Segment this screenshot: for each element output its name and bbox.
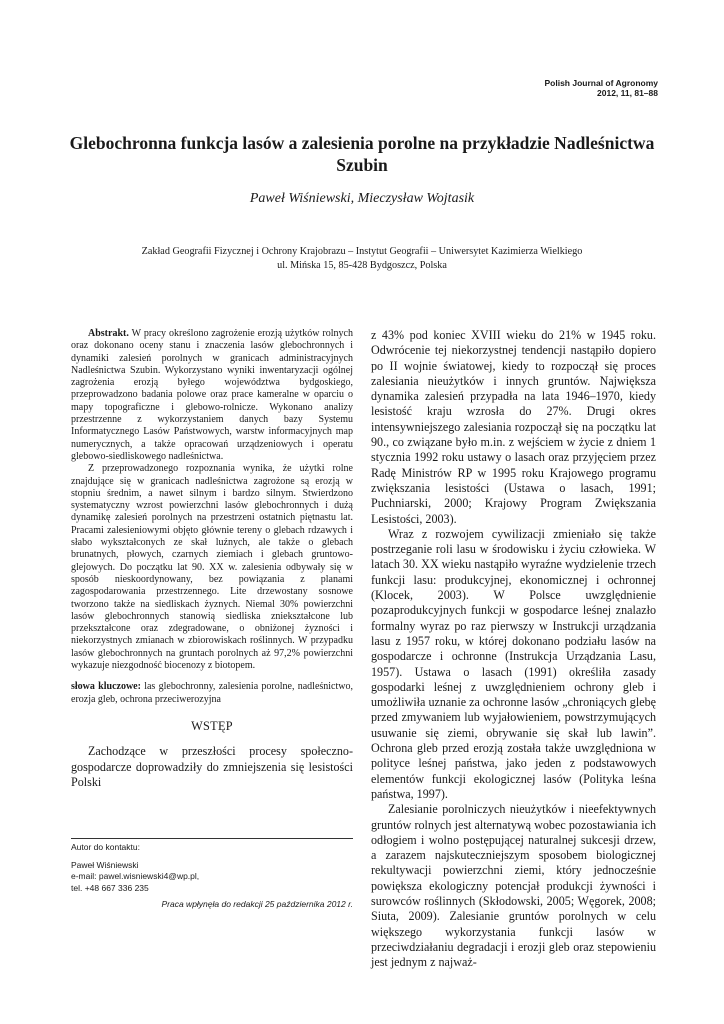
received-date: Praca wpłynęła do redakcji 25 października 2012 r. [161, 899, 353, 909]
affiliation-line-2: ul. Mińska 15, 85-428 Bydgoszcz, Polska [277, 259, 447, 271]
intro-paragraph-2: z 43% pod koniec XVIII wieku do 21% w 1945 roku. Odwrócenie tej niekorzystnej tendencji nastąpiło dopiero po II wojnie światowej, kiedy to rozpoczął się proces zalesiania nieużytków i innych gruntów. Największa dynamika zalesień przypadła na lata 1946–1970, kiedy lesistość kraju wzrosła do 27%. Drugi okres intensywniejszego zalesiania rozpoczął się na początku lat 90., co związane było m.in. z wejściem w życie z dniem 1 stycznia 1992 roku ustawy o lasach oraz przyjęciem przez Radę Ministrów RP w 1995 roku Krajowego programu zwiększania lesistości (Ustawa o lasach, 1991; Puchniarski, 2000; Krajowy Program Zwiększania Lesistości, 2003). [371, 328, 656, 526]
keywords-text: las glebochronny, zalesienia porolne, nadleśnictwo, erozja gleb, ochrona przeciwerozyjna [71, 681, 353, 705]
journal-header [545, 78, 659, 98]
journal-name: Polish Journal of Agronomy [544, 78, 658, 88]
keywords [71, 681, 353, 706]
affiliation-line-1: Zakład Geografii Fizycznej i Ochrony Krajobrazu – Instytut Geografii – Uniwersytet Kazimierza Wielkiego [141, 246, 583, 257]
contact-label: Autor do kontaktu: [71, 842, 140, 852]
keywords-label: słowa kluczowe: [71, 681, 141, 693]
intro-paragraph-4: Zalesianie porolniczych nieużytków i nieefektywnych gruntów rolnych jest alternatywą wobec pozostawiania ich odłogiem i wolno postępującej naturalnej sukcesji drzew, a zarazem najskuteczniejszym sposobem biologicznej rekultywacji powierzchni ziemi, który jednocześnie powiększa ekologiczny potencjał produkcji żywności i surowców roślinnych (Skłodowski, 2005; Węgorek, 2008; Siuta, 2009). Zalesianie gruntów porolnych w celu większego wykorzystania funkcji lasów w przeciwdziałaniu degradacji i erozji gleb oraz stepowieniu jest jednym z najważ- [371, 802, 656, 970]
journal-issue: 2012, 11, 81–88 [597, 88, 658, 98]
section-heading-intro: WSTĘP [191, 718, 233, 733]
abstract-paragraph-2: Z przeprowadzonego rozpoznania wynika, że użytki rolne znajdujące się w granicach nadleśnictwa zagrożone są erozją w stopniu średnim, a nawet silnym i bardzo silnym. Stwierdzono systematyczny wzrost powierzchni lasów glebochronnych i dużą dynamikę zalesień porolnych na przestrzeni ostatnich piętnastu lat. Pracami zalesieniowymi objęto głównie tereny o glebach rdzawych i słabo wykształconych ze skał luźnych, ale także o glebach brunatnych, płowych, czarnych ziemiach i glebach gruntowo-glejowych. Do początku lat 90. XX w. zalesienia odbywały się w sposób nieskoordynowany, bez powiązania z planami zagospodarowania przestrzennego. Lite drzewostany sosnowe tworzono także na siedliskach żyznych. Niemal 30% powierzchni lasów glebochronnych stanowią siedliska zniekształcone lub przekształcone oraz zdegradowane, o obniżonej żyzności i niekorzystnych zmianach w zbiorowiskach roślinnych. W przypadku lasów glebochronnych na gruntach porolnych aż 97,2% powierzchni wykazuje niezgodność biocenozy z biotopem. [71, 463, 353, 672]
abstract-paragraph-1 [71, 328, 353, 463]
right-column [371, 328, 656, 970]
contact-phone: tel. +48 667 336 235 [71, 882, 149, 893]
left-column [71, 328, 353, 790]
contact-email: e-mail: pawel.wisniewski4@wp.pl, [71, 871, 200, 881]
contact-name: Paweł Wiśniewski [71, 859, 139, 870]
affiliation [60, 245, 664, 272]
abstract-label: Abstrakt. [88, 328, 129, 339]
intro-paragraph-3: Wraz z rozwojem cywilizacji zmieniało się także postrzeganie roli lasu w środowisku i życiu człowieka. W latach 30. XX wieku nastąpiło wyraźne wydzielenie trzech funkcji lasu: produkcyjnej, ekonomicznej i ochronnej (Klocek, 2003). W Polsce uwzględnienie pozaprodukcyjnych funkcji w gospodarce leśnej znalazło formalny wyraz po raz pierwszy w Instrukcji urządzania lasu z 1957 roku, w której dokonano podziału lasów na gospodarcze i ochronne (Instrukcja Urządzania Lasu, 1957). Ustawa o lasach (1991) określiła zasady gospodarki leśnej z uwzględnieniem ochrony gleb i umożliwiła uznanie za ochronne lasów „chroniących glebę przed zmywaniem lub wyjałowieniem, powstrzymujących usuwanie się ziemi, obrywanie się skał lub lawin”. Ochrona gleb przed erozją została także uwzględniona w polityce leśnej państwa, jako jeden z podstawowych elementów funkcji ekologicznej lasów (Polityka leśna państwa, 1997). [371, 526, 656, 801]
abstract-text-1: W pracy określono zagrożenie erozją użytków rolnych oraz dokonano oceny stanu i znaczenia lasów glebochronnych i dynamiki zalesień porolnych w granicach administracyjnych Nadleśnictwa Szubin. Wykorzystano wyniki inwentaryzacji ogólnej zagrożenia erozją byłego województwa bydgoskiego, przeprowadzono badania polowe oraz prace kameralne w oparciu o mapy topograficzne i glebowo-rolnicze. Wykonano analizy przestrzenne z wykorzystaniem danych bazy Systemu Informatycznego Lasów Państwowych, warstw informacyjnych map numerycznych, a także opracowań urządzeniowych i operatu glebowo-siedliskowego nadleśnictwa. [71, 328, 353, 462]
article-title: Glebochronna funkcja lasów a zalesienia porolne na przykładzie Nadleśnictwa Szubin [69, 133, 655, 175]
intro-paragraph-1: Zachodzące w przeszłości procesy społeczno-gospodarcze doprowadziły do zmniejszenia się lesistości Polski [71, 744, 353, 789]
contact-footnote [71, 838, 353, 911]
article-authors: Paweł Wiśniewski, Mieczysław Wojtasik [249, 191, 475, 206]
